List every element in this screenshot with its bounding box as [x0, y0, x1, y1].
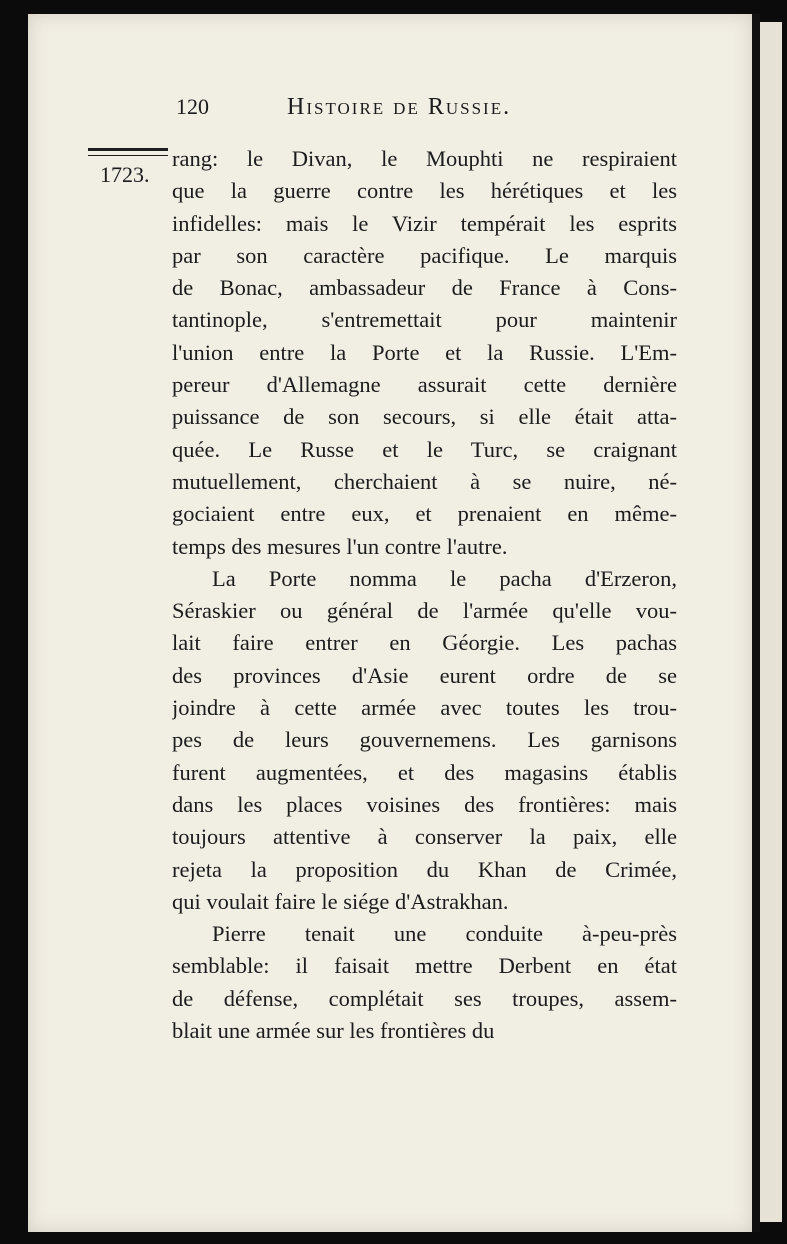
text-line: des provinces d'Asie eurent ordre de se: [172, 662, 677, 688]
text-line: lait faire entrer en Géorgie. Les pachas: [172, 630, 677, 656]
text-line: mutuellement, cherchaient à se nuire, né-: [172, 468, 677, 494]
text-line: quée. Le Russe et le Turc, se craignant: [172, 436, 677, 462]
text-line: rang: le Divan, le Mouphti ne respiraient: [172, 146, 677, 171]
text-line: Pierre tenait une conduite à-peu-près: [212, 921, 677, 947]
text-line: semblable: il faisait mettre Derbent en état: [172, 953, 677, 979]
running-title: Histoire de Russie.: [287, 94, 512, 120]
page-number: 120: [176, 94, 209, 119]
text-line: pereur d'Allemagne assurait cette dernière: [172, 372, 677, 398]
paragraph: [172, 563, 677, 918]
text-line: par son caractère pacifique. Le marquis: [172, 242, 677, 268]
text-line: puissance de son secours, si elle était atta-: [172, 404, 677, 430]
text-line: infidelles: mais le Vizir tempérait les esprits: [172, 210, 677, 236]
text-line: de défense, complétait ses troupes, assem-: [172, 985, 677, 1011]
paragraph: [172, 143, 677, 563]
facing-page-edge: [760, 22, 782, 1222]
running-head: [0, 94, 787, 124]
text-line: joindre à cette armée avec toutes les trou-: [172, 695, 677, 721]
text-line: Séraskier ou général de l'armée qu'elle vou-: [172, 598, 677, 624]
text-line: toujours attentive à conserver la paix, elle: [172, 824, 677, 850]
text-line: dans les places voisines des frontières: mais: [172, 791, 677, 817]
text-line: l'union entre la Porte et la Russie. L'Em-: [172, 339, 677, 365]
text-line: temps des mesures l'un contre l'autre.: [172, 533, 508, 559]
text-line: que la guerre contre les hérétiques et les: [172, 178, 677, 204]
text-line: pes de leurs gouvernemens. Les garnisons: [172, 727, 677, 753]
text-line: tantinople, s'entremettait pour maintenir: [172, 307, 677, 333]
page-gutter: [752, 14, 760, 1232]
text-line: de Bonac, ambassadeur de France à Cons-: [172, 275, 677, 301]
body-text: [172, 143, 677, 1047]
text-line: blait une armée sur les frontières du: [172, 1018, 495, 1044]
text-line: qui voulait faire le siége d'Astrakhan.: [172, 888, 509, 914]
margin-rule-thin: [88, 155, 168, 156]
margin-rule: [88, 148, 168, 151]
paragraph: [172, 918, 677, 1047]
text-line: gociaient entre eux, et prenaient en même-: [172, 501, 677, 527]
text-line: furent augmentées, et des magasins établis: [172, 759, 677, 785]
text-line: La Porte nomma le pacha d'Erzeron,: [212, 565, 677, 591]
text-line: rejeta la proposition du Khan de Crimée,: [172, 856, 677, 882]
margin-year: 1723.: [100, 162, 150, 187]
